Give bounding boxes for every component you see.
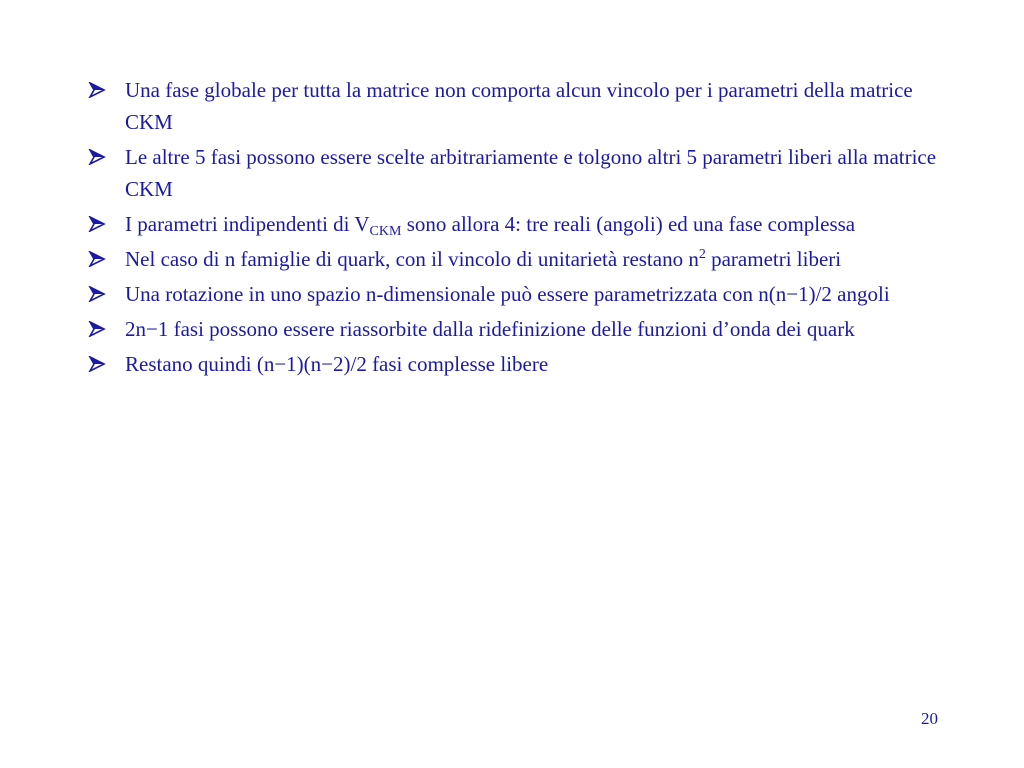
arrowhead-bullet-icon (88, 356, 106, 372)
text-run: I parametri indipendenti di V (125, 212, 370, 236)
bullet-text (125, 317, 855, 341)
bullet-item (88, 141, 948, 205)
bullet-text (125, 78, 913, 134)
superscript: 2 (698, 247, 706, 262)
text-run: Una fase globale per tutta la matrice non comporta alcun vincolo per i parametri della matrice CKM (125, 78, 913, 134)
bullet-item (88, 313, 948, 345)
text-run: 2n−1 fasi possono essere riassorbite dalla ridefinizione delle funzioni d’onda dei quark (125, 317, 855, 341)
arrowhead-bullet-icon (88, 251, 106, 267)
subscript: CKM (369, 224, 402, 239)
text-run: Le altre 5 fasi possono essere scelte arbitrariamente e tolgono altri 5 parametri liberi alla matrice CKM (125, 145, 937, 201)
bullet-text (125, 247, 841, 271)
arrowhead-bullet-icon (88, 149, 106, 165)
arrowhead-bullet-icon (88, 286, 106, 302)
bullet-text (125, 212, 856, 239)
page-number: 20 (921, 709, 938, 728)
arrowhead-bullet-icon (88, 321, 106, 337)
bullet-item (88, 208, 948, 240)
bullet-list (88, 74, 948, 383)
text-run: Nel caso di n famiglie di quark, con il vincolo di unitarietà restano n (125, 247, 699, 271)
text-run: sono allora 4: tre reali (angoli) ed una fase complessa (401, 212, 856, 236)
text-run: Una rotazione in uno spazio n-dimensionale può essere parametrizzata con n(n−1)/2 angoli (125, 282, 890, 306)
arrowhead-bullet-icon (88, 216, 106, 232)
text-run: parametri liberi (705, 247, 842, 271)
bullet-item (88, 278, 948, 310)
bullet-text (125, 352, 548, 376)
arrowhead-bullet-icon (88, 82, 106, 98)
bullet-text (125, 282, 890, 306)
bullet-item (88, 348, 948, 380)
bullet-text (125, 145, 936, 201)
text-run: Restano quindi (n−1)(n−2)/2 fasi complesse libere (125, 352, 549, 376)
bullet-item (88, 243, 948, 275)
bullet-item (88, 74, 948, 138)
